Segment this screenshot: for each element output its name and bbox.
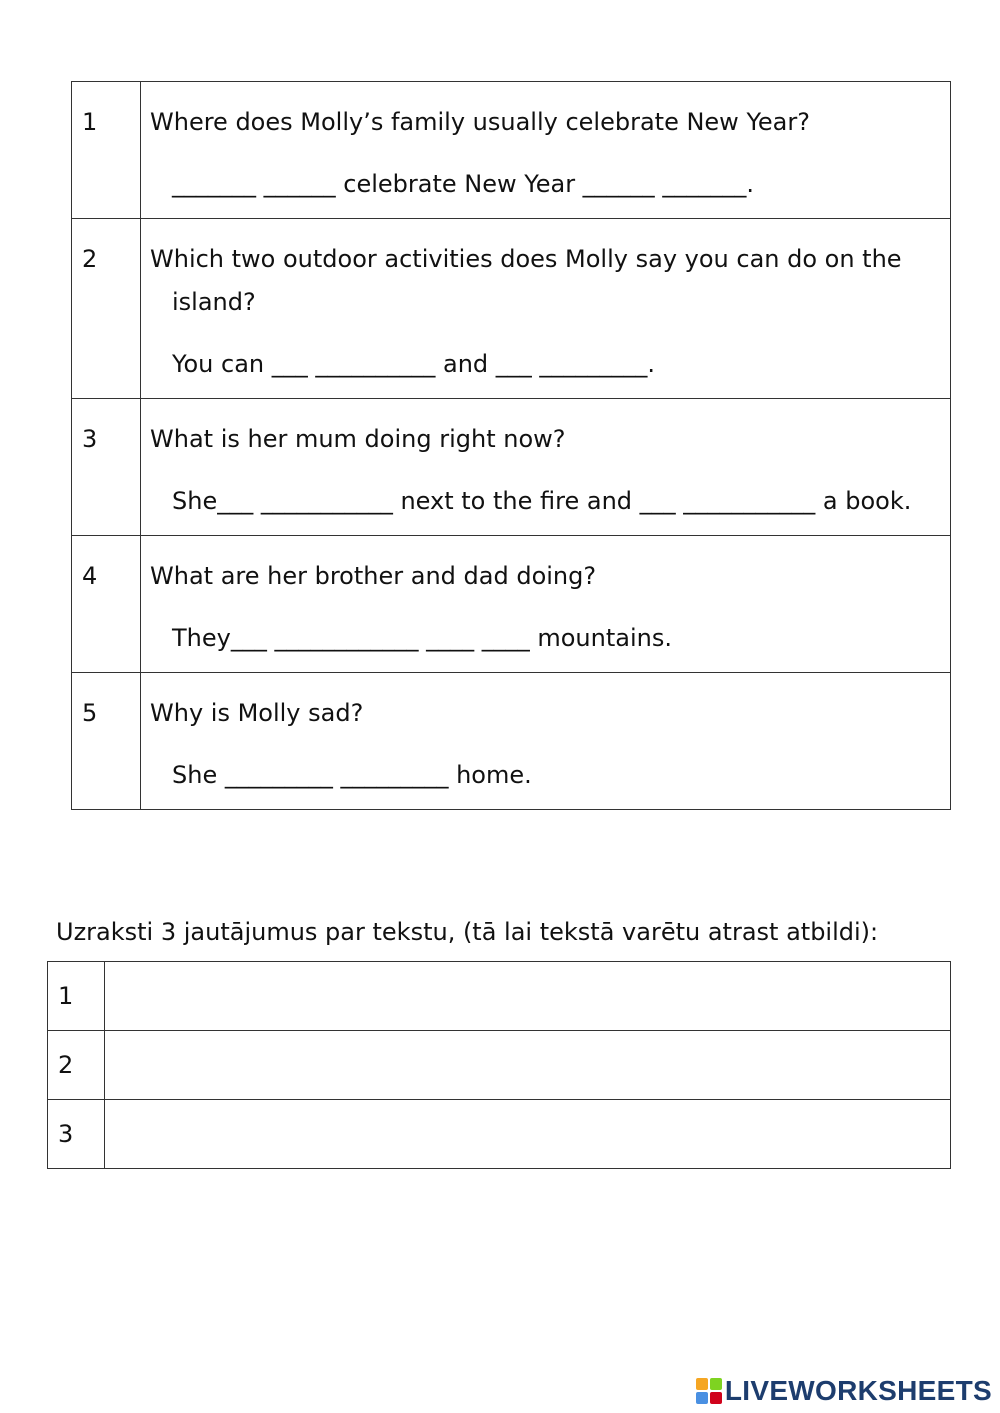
writing-instruction: Uzraksti 3 jautājumus par tekstu, (tā lai tekstā varētu atrast atbildi): bbox=[56, 918, 879, 946]
write-row-number: 3 bbox=[48, 1100, 105, 1169]
liveworksheets-branding bbox=[696, 1375, 992, 1407]
write-row-number: 2 bbox=[48, 1031, 105, 1100]
write-row bbox=[48, 962, 951, 1031]
write-row-number: 1 bbox=[48, 962, 105, 1031]
write-answer-field[interactable] bbox=[105, 1100, 951, 1169]
question-text: What is her mum doing right now? bbox=[150, 425, 566, 453]
questions-table bbox=[71, 81, 951, 810]
question-cell bbox=[141, 82, 951, 219]
liveworksheets-logo-text: LIVEWORKSHEETS bbox=[724, 1375, 992, 1406]
write-answer-field[interactable] bbox=[105, 1031, 951, 1100]
question-text: Where does Molly’s family usually celebrate New Year? bbox=[150, 108, 810, 136]
question-number: 2 bbox=[72, 219, 141, 399]
answer-blank-sentence[interactable]: She _________ _________ home. bbox=[172, 761, 532, 789]
question-text: Why is Molly sad? bbox=[150, 699, 364, 727]
question-number: 4 bbox=[72, 536, 141, 673]
question-cell bbox=[141, 536, 951, 673]
question-cell bbox=[141, 399, 951, 536]
write-answer-field[interactable] bbox=[105, 962, 951, 1031]
question-row bbox=[72, 673, 951, 810]
question-text: What are her brother and dad doing? bbox=[150, 562, 597, 590]
question-row bbox=[72, 399, 951, 536]
question-cell bbox=[141, 219, 951, 399]
write-row bbox=[48, 1100, 951, 1169]
answer-blank-sentence[interactable]: _______ ______ celebrate New Year ______ _______. bbox=[172, 170, 754, 198]
question-row bbox=[72, 219, 951, 399]
question-row bbox=[72, 82, 951, 219]
question-number: 3 bbox=[72, 399, 141, 536]
question-cell bbox=[141, 673, 951, 810]
question-row bbox=[72, 536, 951, 673]
question-text: Which two outdoor activities does Molly say you can do on the island? bbox=[150, 245, 902, 316]
answer-blank-sentence[interactable]: You can ___ __________ and ___ _________. bbox=[172, 350, 656, 378]
write-questions-table bbox=[47, 961, 951, 1169]
answer-blank-sentence[interactable]: They___ ____________ ____ ____ mountains. bbox=[172, 624, 672, 652]
question-number: 5 bbox=[72, 673, 141, 810]
write-row bbox=[48, 1031, 951, 1100]
liveworksheets-logo-icon bbox=[696, 1378, 722, 1404]
question-number: 1 bbox=[72, 82, 141, 219]
answer-blank-sentence[interactable]: She___ ___________ next to the fire and ___ ___________ a book. bbox=[172, 487, 912, 515]
